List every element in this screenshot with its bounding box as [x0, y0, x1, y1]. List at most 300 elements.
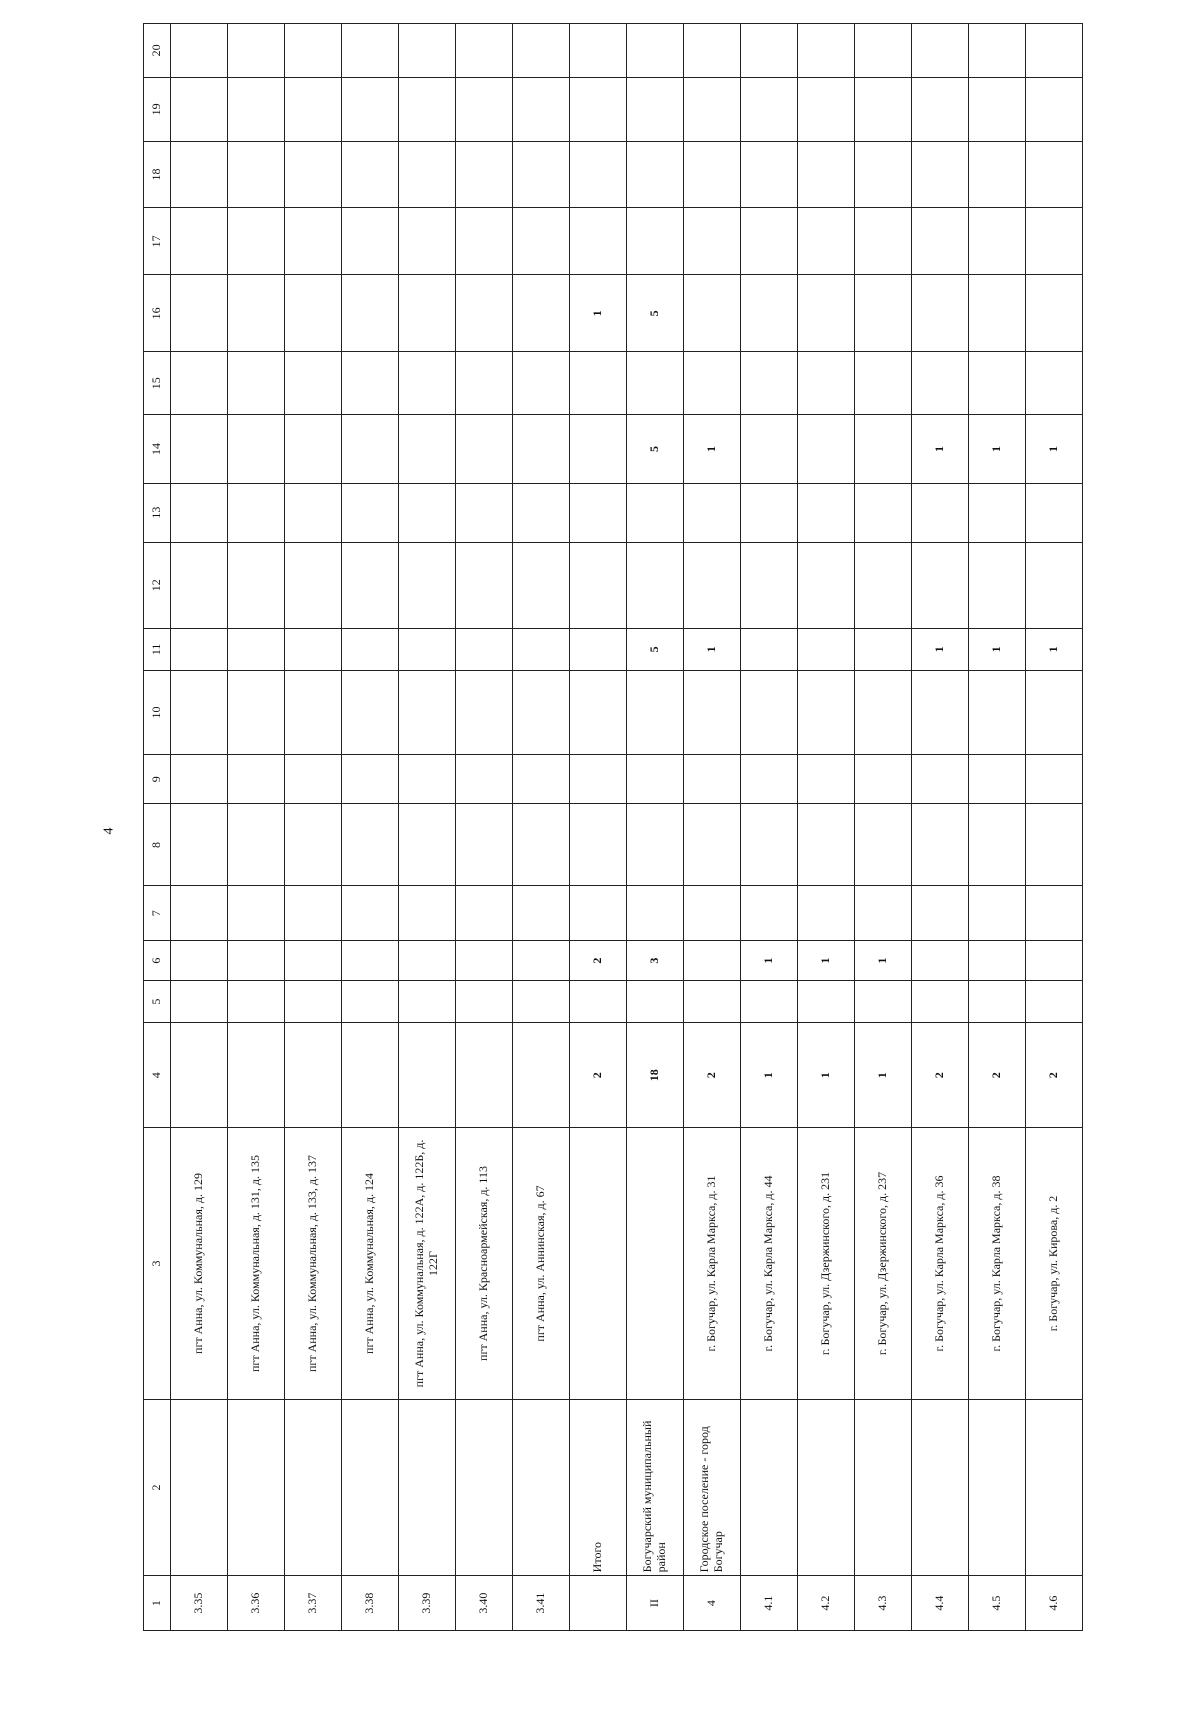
table-cell: пгт Анна, ул. Аннинская, д. 67: [513, 1128, 570, 1399]
table-cell: [570, 415, 627, 483]
table-cell: [399, 628, 456, 670]
table-cell: [1026, 804, 1083, 886]
table-cell: [228, 24, 285, 78]
table-cell: [627, 24, 684, 78]
table-cell: пгт Анна, ул. Коммунальная, д. 131, д. 135: [228, 1128, 285, 1399]
table-cell: [228, 77, 285, 141]
table-cell: [684, 352, 741, 415]
table-cell: [399, 141, 456, 207]
data-table: [143, 23, 1083, 1631]
table-cell: 1: [684, 415, 741, 483]
table-cell: [855, 352, 912, 415]
table-cell: 18: [627, 1023, 684, 1128]
table-cell: [285, 352, 342, 415]
table-cell: 1: [798, 1023, 855, 1128]
table-cell: 3.40: [456, 1576, 513, 1631]
table-cell: [969, 1399, 1026, 1576]
table-cell: [228, 628, 285, 670]
table-cell: [570, 352, 627, 415]
table-cell: [513, 755, 570, 804]
column-header-12: 12: [144, 542, 171, 628]
table-cell: [798, 483, 855, 542]
table-cell: 1: [969, 415, 1026, 483]
table-cell: [399, 352, 456, 415]
table-cell: [741, 755, 798, 804]
table-cell: [399, 24, 456, 78]
table-cell: [741, 77, 798, 141]
table-cell: [456, 628, 513, 670]
table-cell: [228, 941, 285, 981]
column-header-16: 16: [144, 275, 171, 352]
table-cell: [912, 670, 969, 754]
table-cell: [285, 1023, 342, 1128]
table-cell: [171, 628, 228, 670]
table-cell: [399, 77, 456, 141]
table-cell: [741, 670, 798, 754]
table-cell: [855, 77, 912, 141]
table-cell: [285, 670, 342, 754]
column-header-14: 14: [144, 415, 171, 483]
table-cell: [627, 141, 684, 207]
table-cell: [456, 24, 513, 78]
table-cell: [342, 941, 399, 981]
table-cell: [912, 755, 969, 804]
table-cell: г. Богучар, ул. Кирова, д. 2: [1026, 1128, 1083, 1399]
table-cell: [570, 670, 627, 754]
column-header-5: 5: [144, 981, 171, 1023]
table-cell: [342, 755, 399, 804]
table-cell: [741, 352, 798, 415]
table-cell: [342, 886, 399, 941]
table-cell: [456, 804, 513, 886]
table-cell: [171, 755, 228, 804]
table-cell: [285, 981, 342, 1023]
table-cell: [627, 670, 684, 754]
table-cell: [741, 1399, 798, 1576]
table-cell: [456, 208, 513, 275]
table-cell: [228, 886, 285, 941]
table-cell: г. Богучар, ул. Дзержинского, д. 231: [798, 1128, 855, 1399]
table-cell: [456, 1399, 513, 1576]
table-cell: [228, 804, 285, 886]
table-cell: 3.37: [285, 1576, 342, 1631]
table-cell: [570, 981, 627, 1023]
table-row: [912, 24, 969, 1631]
table-cell: [912, 352, 969, 415]
table-cell: [228, 981, 285, 1023]
table-row: [342, 24, 399, 1631]
table-cell: [285, 483, 342, 542]
table-cell: [399, 755, 456, 804]
table-cell: 3.39: [399, 1576, 456, 1631]
table-cell: [570, 141, 627, 207]
table-cell: [342, 981, 399, 1023]
table-row: [171, 24, 228, 1631]
table-cell: [285, 24, 342, 78]
table-cell: [228, 755, 285, 804]
table-cell: [798, 208, 855, 275]
table-cell: [399, 670, 456, 754]
table-cell: 1: [1026, 415, 1083, 483]
table-cell: [912, 804, 969, 886]
table-cell: [570, 542, 627, 628]
table-cell: [513, 804, 570, 886]
table-cell: [456, 483, 513, 542]
table-cell: [228, 141, 285, 207]
table-cell: 1: [1026, 628, 1083, 670]
table-cell: г. Богучар, ул. Дзержинского, д. 237: [855, 1128, 912, 1399]
table-cell: [969, 483, 1026, 542]
table-cell: [912, 77, 969, 141]
table-cell: 3.38: [342, 1576, 399, 1631]
table-cell: г. Богучар, ул. Карла Маркса, д. 44: [741, 1128, 798, 1399]
table-cell: [1026, 755, 1083, 804]
column-header-11: 11: [144, 628, 171, 670]
table-cell: [456, 886, 513, 941]
table-cell: пгт Анна, ул. Коммунальная, д. 129: [171, 1128, 228, 1399]
table-cell: [741, 415, 798, 483]
table-cell: 4.5: [969, 1576, 1026, 1631]
table-cell: [1026, 24, 1083, 78]
table-cell: [627, 755, 684, 804]
table-cell: [570, 1128, 627, 1399]
table-cell: [912, 941, 969, 981]
table-row: [399, 24, 456, 1631]
table-cell: [228, 275, 285, 352]
table-row: [855, 24, 912, 1631]
table-cell: [570, 483, 627, 542]
table-cell: г. Богучар, ул. Карла Маркса, д. 31: [684, 1128, 741, 1399]
table-cell: [228, 352, 285, 415]
table-cell: [513, 981, 570, 1023]
table-cell: 1: [741, 1023, 798, 1128]
table-cell: [570, 77, 627, 141]
table-cell: [285, 886, 342, 941]
table-cell: [342, 352, 399, 415]
column-header-10: 10: [144, 670, 171, 754]
table-cell: [1026, 981, 1083, 1023]
table-cell: [684, 77, 741, 141]
table-cell: [855, 628, 912, 670]
table-cell: [855, 804, 912, 886]
table-cell: 2: [1026, 1023, 1083, 1128]
table-cell: [342, 1023, 399, 1128]
table-cell: [684, 886, 741, 941]
table-cell: [171, 1023, 228, 1128]
table-cell: [912, 24, 969, 78]
table-cell: [171, 208, 228, 275]
table-cell: [627, 1128, 684, 1399]
table-cell: [627, 208, 684, 275]
table-cell: [513, 77, 570, 141]
column-header-6: 6: [144, 941, 171, 981]
table-cell: [399, 886, 456, 941]
table-cell: Богучарский муниципальный район: [627, 1399, 684, 1576]
table-cell: пгт Анна, ул. Коммунальная, д. 124: [342, 1128, 399, 1399]
table-cell: [798, 670, 855, 754]
table-cell: [741, 208, 798, 275]
table-cell: [285, 275, 342, 352]
table-cell: [855, 415, 912, 483]
column-header-8: 8: [144, 804, 171, 886]
table-cell: [855, 1399, 912, 1576]
table-cell: [684, 24, 741, 78]
table-cell: [513, 141, 570, 207]
table-cell: [399, 941, 456, 981]
table-cell: [570, 804, 627, 886]
table-cell: [228, 1399, 285, 1576]
table-body: [171, 24, 1083, 1631]
table-cell: [684, 483, 741, 542]
table-cell: [342, 141, 399, 207]
table-cell: [285, 1399, 342, 1576]
table-cell: [969, 208, 1026, 275]
table-cell: [1026, 542, 1083, 628]
table-cell: [855, 141, 912, 207]
table-row: [798, 24, 855, 1631]
table-cell: [570, 1576, 627, 1631]
table-cell: [513, 415, 570, 483]
table-cell: [228, 483, 285, 542]
table-cell: [399, 275, 456, 352]
table-cell: [342, 24, 399, 78]
table-cell: [513, 670, 570, 754]
table-cell: [399, 804, 456, 886]
table-cell: [684, 542, 741, 628]
table-cell: [456, 941, 513, 981]
table-cell: [342, 670, 399, 754]
table-cell: 5: [627, 415, 684, 483]
table-cell: [228, 542, 285, 628]
table-cell: 1: [855, 1023, 912, 1128]
table-cell: [855, 755, 912, 804]
table-cell: [513, 542, 570, 628]
table-cell: [684, 670, 741, 754]
table-cell: [399, 542, 456, 628]
table-cell: [969, 141, 1026, 207]
table-cell: [741, 981, 798, 1023]
table-cell: [969, 542, 1026, 628]
table-cell: [1026, 886, 1083, 941]
table-cell: [570, 886, 627, 941]
table-header-row: [144, 24, 171, 1631]
table-cell: [684, 208, 741, 275]
table-cell: [171, 886, 228, 941]
table-cell: [684, 804, 741, 886]
table-cell: [1026, 141, 1083, 207]
table-cell: [228, 415, 285, 483]
table-cell: [342, 77, 399, 141]
table-cell: [228, 670, 285, 754]
table-cell: [684, 275, 741, 352]
table-cell: [627, 483, 684, 542]
table-cell: [1026, 941, 1083, 981]
table-cell: [171, 1399, 228, 1576]
table-cell: [342, 415, 399, 483]
table-cell: 2: [570, 941, 627, 981]
table-cell: [627, 886, 684, 941]
table-cell: [171, 275, 228, 352]
table-cell: [171, 804, 228, 886]
table-cell: [1026, 275, 1083, 352]
table-cell: [456, 275, 513, 352]
table-cell: [1026, 670, 1083, 754]
table-cell: [855, 275, 912, 352]
table-cell: [1026, 1399, 1083, 1576]
table-cell: [171, 352, 228, 415]
table-cell: [969, 24, 1026, 78]
table-row: [456, 24, 513, 1631]
table-cell: [285, 542, 342, 628]
table-cell: [342, 804, 399, 886]
table-cell: [171, 415, 228, 483]
table-cell: 4: [684, 1576, 741, 1631]
table-cell: 3: [627, 941, 684, 981]
table-cell: [1026, 77, 1083, 141]
table-cell: пгт Анна, ул. Коммунальная, д. 133, д. 137: [285, 1128, 342, 1399]
table-cell: [399, 483, 456, 542]
table-cell: [741, 542, 798, 628]
table-cell: [912, 981, 969, 1023]
table-cell: [798, 886, 855, 941]
table-cell: 2: [570, 1023, 627, 1128]
table-cell: [798, 1399, 855, 1576]
table-cell: [285, 628, 342, 670]
table-cell: [285, 77, 342, 141]
table-cell: 2: [684, 1023, 741, 1128]
table-cell: [627, 804, 684, 886]
table-cell: [855, 208, 912, 275]
table-cell: 1: [969, 628, 1026, 670]
table-cell: 1: [684, 628, 741, 670]
table-cell: [228, 208, 285, 275]
table-cell: [513, 24, 570, 78]
table-cell: г. Богучар, ул. Карла Маркса, д. 36: [912, 1128, 969, 1399]
table-cell: [171, 483, 228, 542]
table-cell: [912, 275, 969, 352]
table-cell: [855, 670, 912, 754]
table-cell: [513, 275, 570, 352]
table-row: [228, 24, 285, 1631]
table-cell: [969, 941, 1026, 981]
column-header-4: 4: [144, 1023, 171, 1128]
table-cell: [456, 352, 513, 415]
table-cell: пгт Анна, ул. Красноармейская, д. 113: [456, 1128, 513, 1399]
table-cell: [627, 352, 684, 415]
table-cell: [627, 542, 684, 628]
table-cell: [741, 886, 798, 941]
table-row: [1026, 24, 1083, 1631]
table-row: [684, 24, 741, 1631]
table-cell: 4.4: [912, 1576, 969, 1631]
table-row: [741, 24, 798, 1631]
table-cell: [570, 208, 627, 275]
table-row: [285, 24, 342, 1631]
table-cell: [684, 755, 741, 804]
table-cell: [912, 1399, 969, 1576]
table-cell: [741, 804, 798, 886]
table-cell: [741, 24, 798, 78]
table-cell: [342, 1399, 399, 1576]
table-cell: [798, 141, 855, 207]
table-cell: [456, 77, 513, 141]
table-cell: [969, 755, 1026, 804]
table-cell: [855, 542, 912, 628]
table-cell: 2: [969, 1023, 1026, 1128]
table-cell: [399, 208, 456, 275]
column-header-1: 1: [144, 1576, 171, 1631]
table-row: [513, 24, 570, 1631]
table-cell: [342, 208, 399, 275]
table-cell: [969, 275, 1026, 352]
table-cell: [399, 981, 456, 1023]
table-cell: [798, 275, 855, 352]
table-cell: [342, 275, 399, 352]
column-header-18: 18: [144, 141, 171, 207]
table-cell: [456, 415, 513, 483]
table-cell: 1: [798, 941, 855, 981]
table-cell: [684, 941, 741, 981]
table-cell: [513, 483, 570, 542]
table-cell: 5: [627, 275, 684, 352]
table-cell: [342, 628, 399, 670]
table-cell: [171, 941, 228, 981]
table-cell: [912, 141, 969, 207]
column-header-2: 2: [144, 1399, 171, 1576]
table-cell: [228, 1023, 285, 1128]
table-cell: [456, 755, 513, 804]
table-cell: [855, 886, 912, 941]
table-cell: [570, 755, 627, 804]
table-cell: 3.35: [171, 1576, 228, 1631]
table-cell: [456, 141, 513, 207]
column-header-9: 9: [144, 755, 171, 804]
table-cell: [912, 886, 969, 941]
table-cell: 1: [741, 941, 798, 981]
table-cell: [741, 275, 798, 352]
table-cell: [627, 981, 684, 1023]
table-cell: [456, 542, 513, 628]
column-header-20: 20: [144, 24, 171, 78]
table-cell: [513, 1023, 570, 1128]
column-header-17: 17: [144, 208, 171, 275]
table-cell: [798, 755, 855, 804]
table-cell: [912, 208, 969, 275]
table-cell: [513, 628, 570, 670]
table-cell: [171, 24, 228, 78]
table-cell: [456, 1023, 513, 1128]
table-cell: [855, 24, 912, 78]
table-cell: 3.36: [228, 1576, 285, 1631]
table-cell: [1026, 483, 1083, 542]
table-cell: 1: [855, 941, 912, 981]
table-cell: [513, 941, 570, 981]
column-header-15: 15: [144, 352, 171, 415]
table-cell: [285, 415, 342, 483]
table-row: [570, 24, 627, 1631]
table-cell: [285, 941, 342, 981]
table-cell: [285, 804, 342, 886]
table-cell: [456, 670, 513, 754]
table-cell: [969, 670, 1026, 754]
table-cell: [969, 981, 1026, 1023]
table-cell: 4.3: [855, 1576, 912, 1631]
table-cell: пгт Анна, ул. Коммунальная, д. 122А, д. 122Б, д. 122Г: [399, 1128, 456, 1399]
table-cell: [399, 415, 456, 483]
table-cell: [912, 542, 969, 628]
table-cell: [684, 141, 741, 207]
table-cell: [285, 208, 342, 275]
